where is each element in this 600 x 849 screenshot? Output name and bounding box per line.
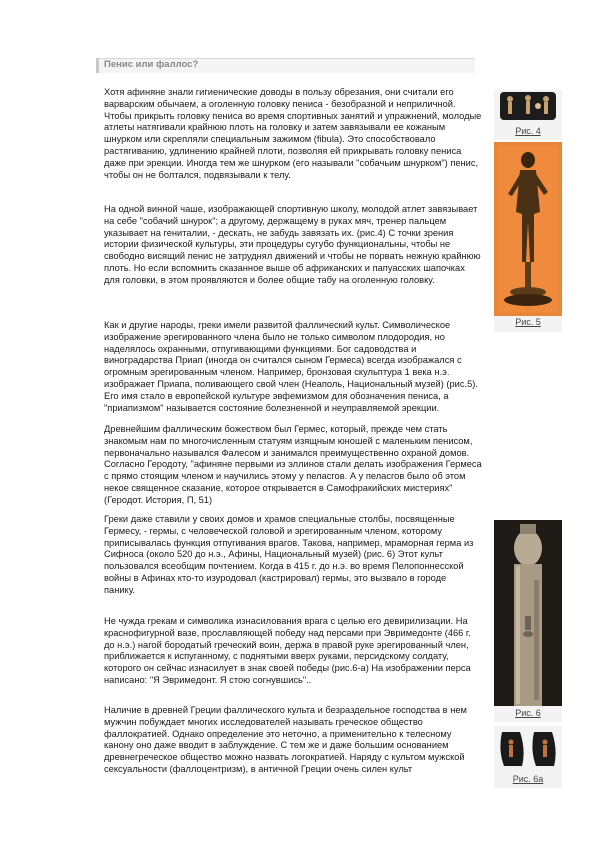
paragraph-4: Древнейшим фаллическим божеством был Гермес, который, прежде чем стать знакомым нам по многочисленным статуям изящным юношей с маленьким пенисом, первоначально назывался Фалесом и занимался преимущественно охраной домов. Согласно Геродоту, "афиняне первыми из эллинов стали делать изображения Гермеса с прямо стоящим членом и научились этому у пеласгов. А у пеласгов было об этом некое священное сказание, которое открывается в Самофракийских мистериях" (Геродот. История, П, 51) <box>104 424 482 505</box>
paragraph-7: Наличие в древней Греции фаллического культа и безраздельное господства в нем мужчин побуждает многих исследователей называть греческое общество фаллократией. Однако определение это неточно, а применительно к телесному канону оно даже вводит в заблуждение. С тем же и даже большим основанием древнегреческое общество можно назвать логократией. Наряду с культом мужской сексуальности (фаллоцентризм), в античной Греции очень силен культ <box>104 705 467 774</box>
figure-6a-caption[interactable]: Рис. 6а <box>512 774 544 784</box>
figure-6a <box>494 726 562 788</box>
marble-herm-image <box>494 520 562 706</box>
figure-4 <box>494 90 562 140</box>
paragraph-5: Греки даже ставили у своих домов и храмов специальные столбы, посвященные Гермесу, - гермы, с человеческой головой и эрегированным членом, которому приписывалась функция отпугивания врагов. Такова, например, мраморная герма из Сифноса (около 520 до н.э., Афины, Национальный музей) (рис. 6) Этот культ пользовался всеобщим почтением. Когда в 415 г. до н.э. во время Пелопоннесской войны в Афинах кто-то изуродовал (кастрировал) гермы, это вызвало в городе панику. <box>104 514 474 595</box>
figure-6-caption[interactable]: Рис. 6 <box>515 708 541 718</box>
figure-6 <box>494 520 562 722</box>
cup-painting-image <box>494 90 562 126</box>
paragraph-6: Не чужда грекам и символика изнасилования врага с целью его девирилизации. На краснофигурной вазе, прославляющей победу над персами при Эвримедонте (466 г. до н.э.) нагой бородатый греческий воин, держа в правой руке эрегированный член, приближается к испуганному, с поднятыми вверх руками, персидскому солдату, которого он сейчас изнасилует в знак своей победы (рис.6-а) На изображении перса написано: "Я Эвримедонт. Я стою согнувшись".. <box>104 616 471 685</box>
paragraph-2: На одной винной чаше, изображающей спортивную школу, молодой атлет завязывает на себе "собачий шнурок"; а другому, держащему в руках мяч, тренер пальцем указывает на гениталии, - дескать, не забудь завязать их. (рис.4) С точки зрения истории физической культуры, эти процедуры сугубо функциональны, чтобы не свободно висящий пенис не затруднял движений и чтобы не порвать нежную крайнюю плоть. Но если вспомнить сказанное выше об африканских и папуасских шапочках для головки, в этом проявляются и более общие табу на оголенную головку. <box>104 204 481 285</box>
figure-5 <box>494 142 562 332</box>
paragraph-1: Хотя афиняне знали гигиенические доводы в пользу обрезания, они считали его варварским обычаем, а оголенную головку пениса - безобразной и неприличной. Чтобы прикрыть головку пениса во время спортивных занятий и упражнений, молодые атлеты натягивали крайнюю плоть на головку и затем завязывали ее кожаным шнурком или скрепляли специальным зажимом (fibula). Это способствовало растягиванию, удлинению крайней плоти, позволяя ей прикрывать головку пениса даже при эрекции. Иногда тем же шнурком (его называли "собачьим шнурком") пенис, чтобы он не болтался, подвязывали к телу. <box>104 87 482 180</box>
red-figure-vase-image <box>494 726 562 774</box>
figure-4-caption[interactable]: Рис. 4 <box>515 126 541 136</box>
paragraph-3: Как и другие народы, греки имели развитой фаллический культ. Символическое изображение эрегированного члена было не только символом плодородия, но наделялось охранными, отпугивающими функциями. Бог садоводства и виноградарства Приап (иногда он считался сыном Гермеса) всегда изображался с огромным эрегированным членом. Например, бронзовая скульптура 1 века н.э. изображает Приапа, поливающего свой член (Неаполь, Национальный музей) (рис.5). Его имя стало в европейской культуре эвфемизмом для обозначения пениса, а "приапизмом" называется состояние болезненной и неуправляемой эрекции. <box>104 320 478 413</box>
bronze-statuette-image <box>494 142 562 316</box>
figure-5-caption[interactable]: Рис. 5 <box>515 317 541 327</box>
article-heading: Пенис или фаллос? <box>104 59 199 70</box>
